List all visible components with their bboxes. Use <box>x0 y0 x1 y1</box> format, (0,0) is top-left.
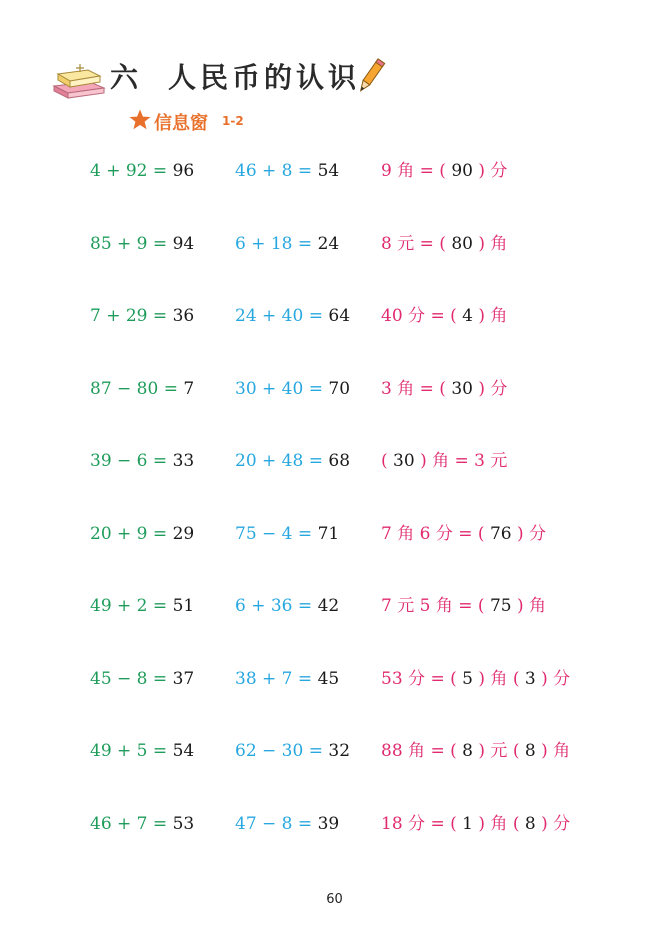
answer: 80 <box>451 234 473 254</box>
answer: 71 <box>317 524 340 544</box>
answer: 36 <box>172 306 195 326</box>
answer: 8 <box>524 741 536 761</box>
col2-item: 20 + 48 = 68 <box>235 451 351 471</box>
answer: 33 <box>172 451 195 471</box>
page-number: 60 <box>326 892 343 907</box>
exercise-row <box>0 736 669 766</box>
col2-item: 62 − 30 = 32 <box>235 741 351 761</box>
col1-item: 49 + 5 = 54 <box>90 741 195 761</box>
col1-item: 45 − 8 = 37 <box>90 669 195 689</box>
col2-item: 30 + 40 = 70 <box>235 379 351 399</box>
answer: 45 <box>317 669 340 689</box>
answer: 7 <box>183 379 195 399</box>
col3-item: 53 分 = ( 5 ) 角 ( 3 ) 分 <box>381 669 571 689</box>
answer: 94 <box>172 234 195 254</box>
col1-item: 46 + 7 = 53 <box>90 814 195 834</box>
answer: 3 <box>524 669 536 689</box>
exercise-row <box>0 664 669 694</box>
col1-item: 85 + 9 = 94 <box>90 234 195 254</box>
col2-item: 6 + 36 = 42 <box>235 596 340 616</box>
answer: 90 <box>451 161 473 181</box>
answer: 54 <box>172 741 195 761</box>
answer: 39 <box>317 814 340 834</box>
col3-item: ( 30 ) 角 = 3 元 <box>381 451 508 471</box>
exercise-row <box>0 809 669 839</box>
section-label: 信息窗 <box>154 113 208 134</box>
answer: 37 <box>172 669 195 689</box>
answer: 76 <box>489 524 512 544</box>
answer: 51 <box>172 596 195 616</box>
answer: 8 <box>462 741 473 761</box>
col1-item: 49 + 2 = 51 <box>90 596 195 616</box>
col2-item: 75 − 4 = 71 <box>235 524 340 544</box>
answer: 5 <box>462 669 473 689</box>
section-number: 1-2 <box>222 114 244 128</box>
answer: 70 <box>328 379 351 399</box>
col1-item: 39 − 6 = 33 <box>90 451 195 471</box>
col3-item: 3 角 = ( 30 ) 分 <box>381 379 508 399</box>
exercise-row <box>0 156 669 186</box>
answer: 30 <box>451 379 473 399</box>
exercise-row <box>0 301 669 331</box>
exercise-row <box>0 591 669 621</box>
col2-item: 46 + 8 = 54 <box>235 161 340 181</box>
col3-item: 7 元 5 角 = ( 75 ) 角 <box>381 596 547 616</box>
col3-item: 40 分 = ( 4 ) 角 <box>381 306 508 326</box>
chapter-title: 人民币的认识 <box>168 61 361 94</box>
col3-item: 9 角 = ( 90 ) 分 <box>381 161 508 181</box>
answer: 1 <box>462 814 473 834</box>
col2-item: 38 + 7 = 45 <box>235 669 340 689</box>
col3-item: 18 分 = ( 1 ) 角 ( 8 ) 分 <box>381 814 571 834</box>
exercise-row <box>0 374 669 404</box>
col1-item: 4 + 92 = 96 <box>90 161 195 181</box>
exercise-row <box>0 446 669 476</box>
answer: 42 <box>317 596 340 616</box>
col3-item: 88 角 = ( 8 ) 元 ( 8 ) 角 <box>381 741 571 761</box>
answer: 53 <box>172 814 195 834</box>
chapter-number: 六 <box>110 61 141 94</box>
answer: 64 <box>328 306 351 326</box>
col3-item: 8 元 = ( 80 ) 角 <box>381 234 508 254</box>
col3-item: 7 角 6 分 = ( 76 ) 分 <box>381 524 547 544</box>
answer: 4 <box>462 306 473 326</box>
answer: 30 <box>393 451 415 471</box>
col1-item: 20 + 9 = 29 <box>90 524 195 544</box>
col2-item: 24 + 40 = 64 <box>235 306 351 326</box>
exercise-row <box>0 229 669 259</box>
answer: 75 <box>489 596 512 616</box>
answer: 96 <box>172 161 195 181</box>
answer: 8 <box>524 814 536 834</box>
exercise-row <box>0 519 669 549</box>
answer: 32 <box>328 741 351 761</box>
col1-item: 7 + 29 = 36 <box>90 306 195 326</box>
col1-item: 87 − 80 = 7 <box>90 379 195 399</box>
answer: 68 <box>328 451 351 471</box>
answer: 29 <box>172 524 195 544</box>
col2-item: 47 − 8 = 39 <box>235 814 340 834</box>
col2-item: 6 + 18 = 24 <box>235 234 340 254</box>
answer: 24 <box>317 234 340 254</box>
answer: 54 <box>317 161 340 181</box>
